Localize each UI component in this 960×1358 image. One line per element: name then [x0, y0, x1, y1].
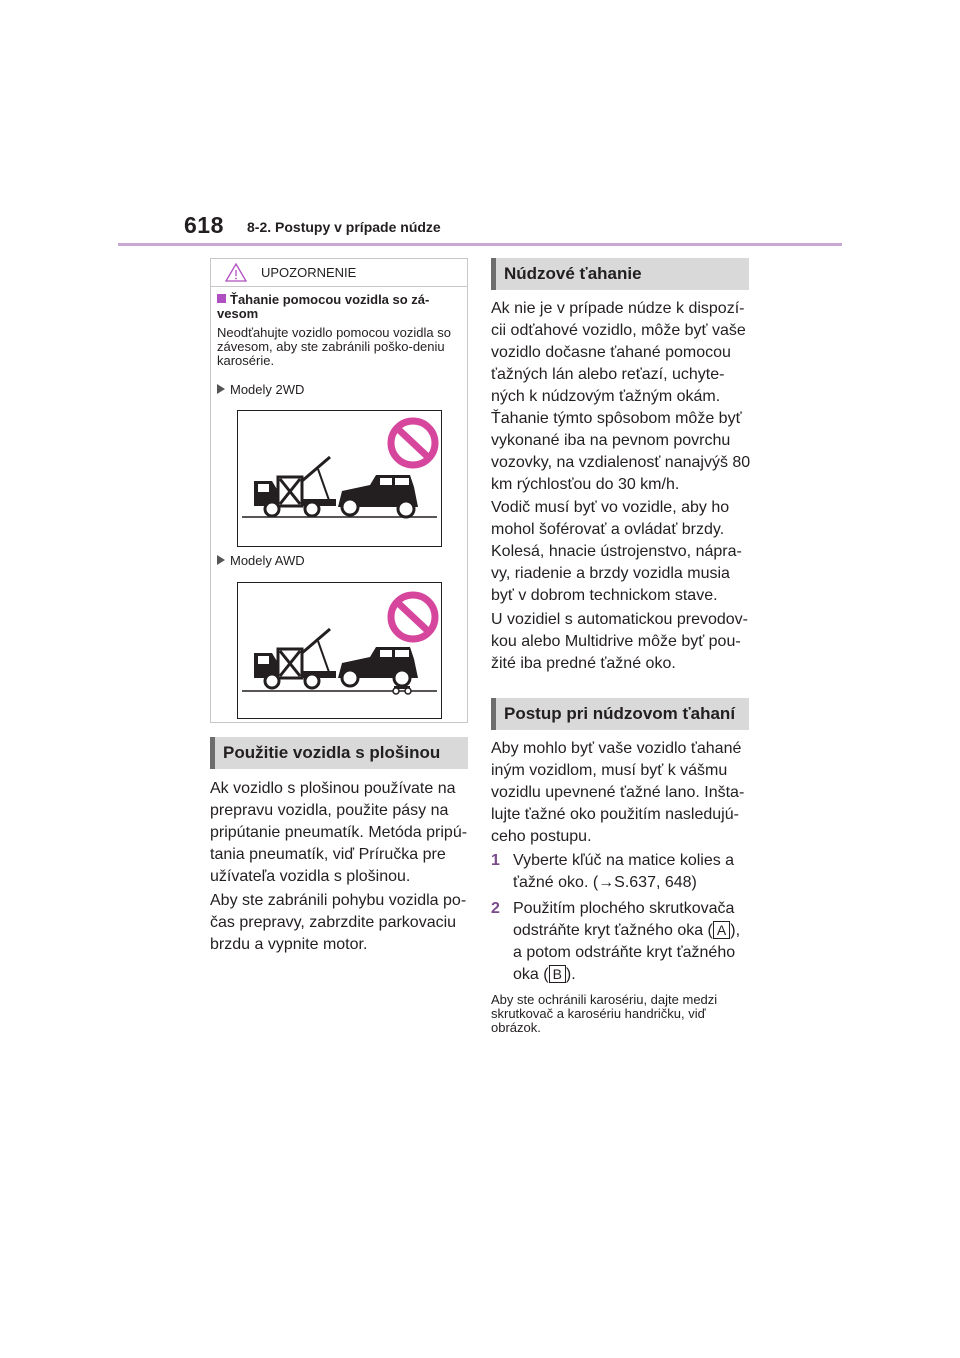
warning-box	[210, 258, 468, 723]
warning-heading: Ťahanie pomocou vozidla so zá-vesom	[217, 292, 430, 321]
emergency-towing-paragraph-3: U vozidiel s automatickou prevodov-kou alebo Multidrive môže byť pou-žité iba predné ťažné oko.	[491, 611, 749, 672]
warning-body: Neodťahujte vozidlo pomocou vozidla so závesom, aby ste zabránili poško-deniu karosérie.	[217, 325, 451, 368]
step-text: Vyberte kľúč na matice kolies a ťažné oko. (→S.637, 648)	[513, 852, 735, 891]
step-text: Použitím plochého skrutkovača odstráňte kryt ťažného oka ( A ), a potom odstráňte kryt ťažného oka ( B ).	[513, 900, 741, 983]
tow-dolly-prohibited-illustration	[238, 411, 441, 546]
warning-label: UPOZORNENIE	[261, 265, 357, 280]
model-2wd-label: Modely 2WD	[217, 382, 304, 397]
step-number: 1	[491, 852, 500, 869]
tow-truck-2wd-figure	[237, 410, 442, 547]
model-awd-label: Modely AWD	[217, 553, 305, 568]
protective-cloth-note: Aby ste ochránili karosériu, dajte medzi skrutkovač a karosériu handričku, viď obrázok.	[491, 992, 718, 1035]
label-b-box: B	[549, 965, 566, 983]
towing-procedure-heading: Postup pri núdzovom ťahaní	[491, 698, 749, 730]
flatbed-heading: Použitie vozidla s plošinou	[210, 737, 468, 769]
header-rule	[118, 243, 842, 246]
warning-triangle-icon	[225, 263, 247, 282]
warning-header	[211, 259, 467, 287]
triangle-bullet-icon	[217, 384, 225, 394]
step-2	[491, 898, 753, 986]
towing-procedure-paragraph: Aby mohlo byť vaše vozidlo ťahané iným vozidlom, musí byť k vášmu vozidlu upevnené ťažné lano. Inšta-lujte ťažné oko použitím nasledujú-ceho postupu.	[491, 740, 745, 845]
step-number: 2	[491, 900, 500, 917]
tow-dolly-prohibited-illustration	[238, 583, 441, 718]
label-a-box: A	[713, 921, 730, 939]
square-bullet-icon	[217, 294, 226, 303]
emergency-towing-heading: Núdzové ťahanie	[491, 258, 749, 290]
emergency-towing-paragraph-2: Vodič musí byť vo vozidle, aby ho mohol šoférovať a ovládať brzdy. Kolesá, hnacie ústrojenstvo, nápra-vy, riadenie a brzdy vozidla musia byť v dobrom technickom stave.	[491, 499, 742, 604]
emergency-towing-paragraph-1: Ak nie je v prípade núdze k dispozí-cii odťahové vozidlo, môže byť vaše vozidlo dočasne ťahané pomocou ťažných lán alebo reťazí, uchyte-ných k núdzovým ťažným okám. Ťahanie týmto spôsobom môže byť vykonané iba na pevnom povrchu vozovky, na vzdialenosť nanajvýš 80 km rýchlosťou do 30 km/h.	[491, 300, 751, 493]
flatbed-paragraph-2: Aby ste zabránili pohybu vozidla po-čas prepravy, zabrzdite parkovaciu brzdu a vypnite motor.	[210, 892, 467, 953]
triangle-bullet-icon	[217, 555, 225, 565]
tow-truck-awd-figure	[237, 582, 442, 719]
section-title: 8-2. Postupy v prípade núdze	[247, 219, 441, 235]
flatbed-paragraph-1: Ak vozidlo s plošinou používate na prepravu vozidla, použite pásy na pripútanie pneumatík. Metóda pripú-tania pneumatík, viď Príručka pre užívateľa vozidla s plošinou.	[210, 780, 468, 885]
step-1	[491, 850, 753, 894]
page-number: 618	[184, 212, 224, 238]
